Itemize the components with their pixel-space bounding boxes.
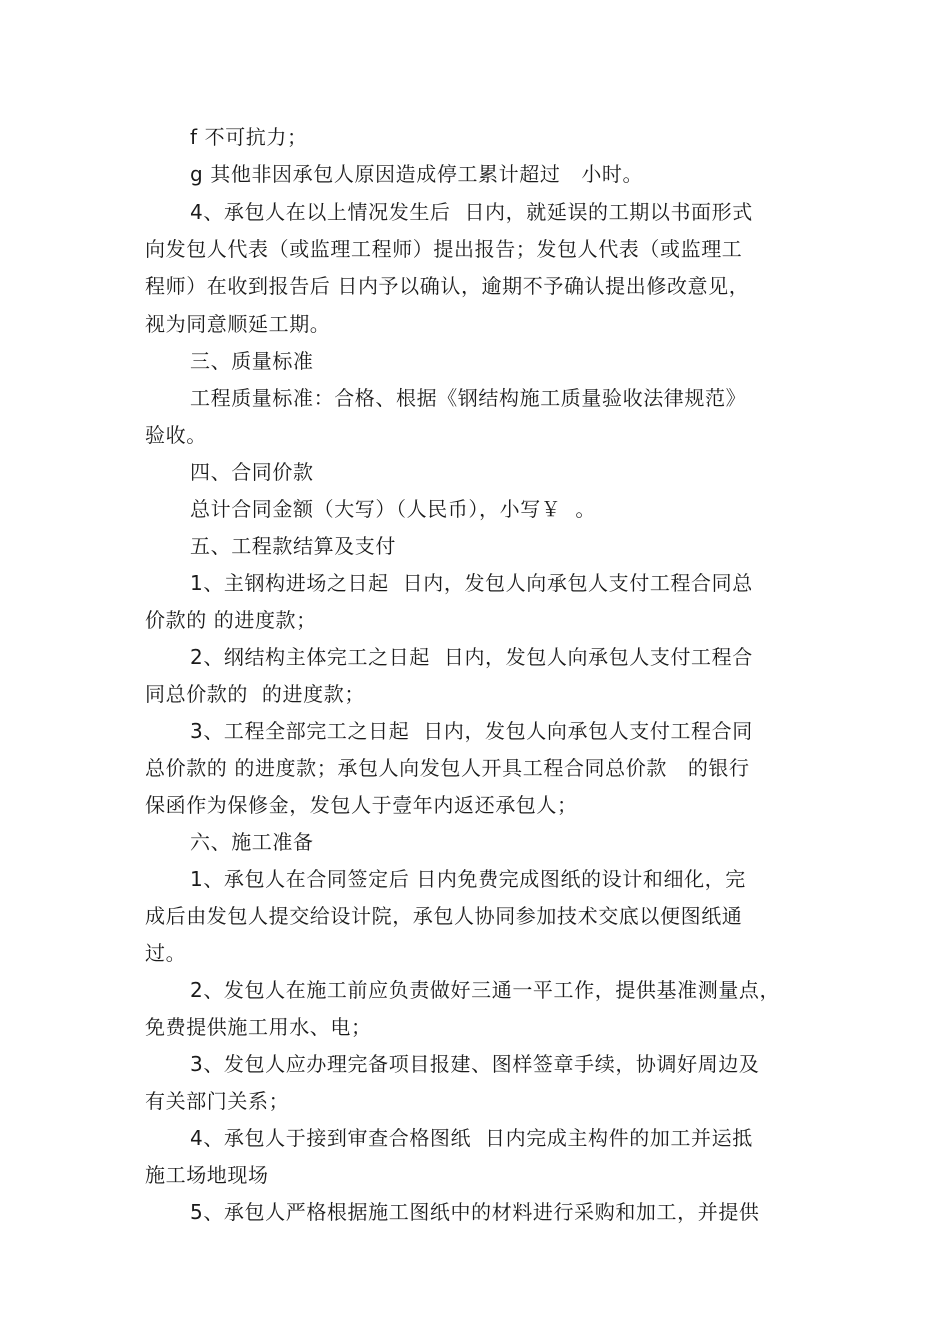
- text-line: 2、纲结构主体完工之日起 日内，发包人向承包人支付工程合: [190, 645, 753, 669]
- text-line: 3、发包人应办理完备项目报建、图样签章手续，协调好周边及: [190, 1052, 760, 1076]
- text-line: 保函作为保修金，发包人于壹年内返还承包人；: [145, 793, 578, 817]
- section-heading: 三、质量标准: [190, 349, 314, 373]
- text-line: 工程质量标准：合格、根据《钢结构施工质量验收法律规范》: [190, 386, 747, 410]
- text-line: 总价款的 的进度款；承包人向发包人开具工程合同总价款 的银行: [145, 756, 750, 780]
- text-line: 同总价款的 的进度款；: [145, 682, 365, 706]
- text-line: 2、发包人在施工前应负责做好三通一平工作，提供基准测量点，: [190, 978, 781, 1002]
- text-line: 5、承包人严格根据施工图纸中的材料进行采购和加工，并提供: [190, 1200, 760, 1224]
- text-line: 4、承包人于接到审查合格图纸 日内完成主构件的加工并运抵: [190, 1126, 753, 1150]
- text-line: 过。: [145, 941, 187, 965]
- text-line: 成后由发包人提交给设计院，承包人协同参加技术交底以便图纸通: [145, 904, 743, 928]
- text-line: 验收。: [145, 423, 207, 447]
- text-line: 价款的 的进度款；: [145, 608, 317, 632]
- text-line: 免费提供施工用水、电；: [145, 1015, 372, 1039]
- text-line: f 不可抗力；: [190, 125, 308, 149]
- text-line: 1、承包人在合同签定后 日内免费完成图纸的设计和细化，完: [190, 867, 746, 891]
- section-heading: 五、工程款结算及支付: [190, 534, 396, 558]
- text-line: 有关部门关系；: [145, 1089, 290, 1113]
- text-line: 施工场地现场: [145, 1163, 269, 1187]
- text-line: 总计合同金额（大写）（人民币），小写￥ 。: [190, 497, 596, 521]
- text-line: 视为同意顺延工期。: [145, 312, 331, 336]
- text-line: 4、承包人在以上情况发生后 日内，就延误的工期以书面形式: [190, 200, 753, 224]
- text-line: 向发包人代表（或监理工程师）提出报告；发包人代表（或监理工: [145, 237, 743, 261]
- text-line: 3、工程全部完工之日起 日内，发包人向承包人支付工程合同: [190, 719, 753, 743]
- section-heading: 四、合同价款: [190, 460, 314, 484]
- text-line: 程师）在收到报告后 日内予以确认，逾期不予确认提出修改意见，: [145, 274, 750, 298]
- section-heading: 六、施工准备: [190, 830, 314, 854]
- text-line: 1、主钢构进场之日起 日内，发包人向承包人支付工程合同总: [190, 571, 753, 595]
- text-line: g 其他非因承包人原因造成停工累计超过 小时。: [190, 162, 644, 186]
